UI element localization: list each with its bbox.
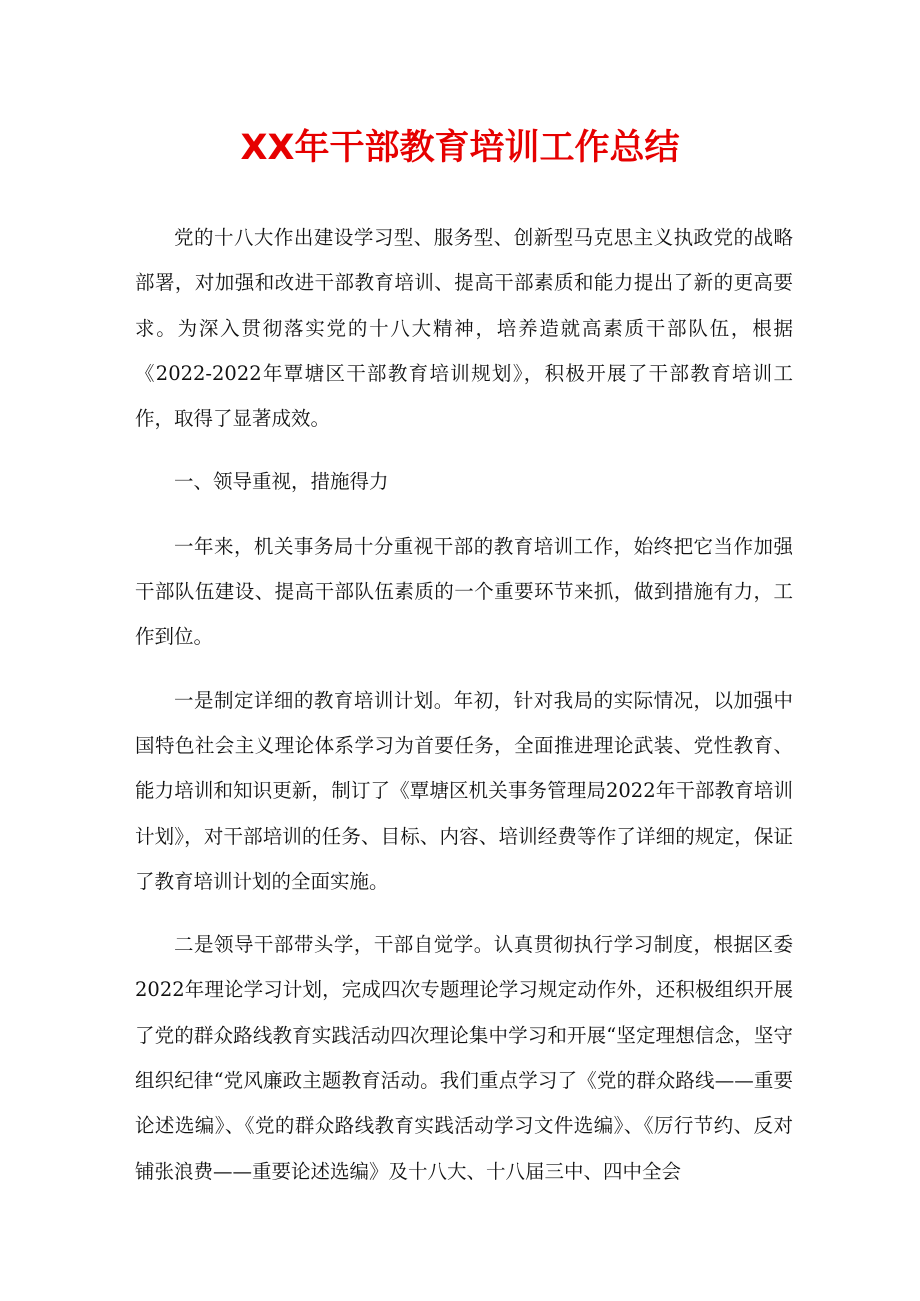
document-title: XX年干部教育培训工作总结 bbox=[240, 128, 680, 168]
intro-paragraph: 党的十八大作出建设学习型、服务型、创新型马克思主义执政党的战略部署，对加强和改进干部教育培训、提高干部素质和能力提出了新的更高要求。为深入贯彻落实党的十八大精神，培养造就高素质干部队伍，根据《2022-2022年覃塘区干部教育培训规划》，积极开展了干部教育培训工作，取得了显著成效。 bbox=[135, 226, 793, 431]
point-one-paragraph: 一是制定详细的教育培训计划。年初，针对我局的实际情况，以加强中国特色社会主义理论体系学习为首要任务，全面推进理论武装、党性教育、能力培训和知识更新，制订了《覃塘区机关事务管理局2022年干部教育培训计划》，对干部培训的任务、目标、内容、培训经费等作了详细的规定，保证了教育培训计划的全面实施。 bbox=[135, 688, 793, 893]
document-body bbox=[135, 215, 793, 1212]
section-heading-1: 一、领导重视，措施得力 bbox=[174, 470, 389, 494]
section-1-paragraph: 一年来，机关事务局十分重视干部的教育培训工作，始终把它当作加强干部队伍建设、提高干部队伍素质的一个重要环节来抓，做到措施有力，工作到位。 bbox=[135, 534, 793, 649]
point-two-paragraph: 二是领导干部带头学，干部自觉学。认真贯彻执行学习制度，根据区委2022年理论学习计划，完成四次专题理论学习规定动作外，还积极组织开展了党的群众路线教育实践活动四次理论集中学习和开展“坚定理想信念，坚守组织纪律“党风廉政主题教育活动。我们重点学习了《党的群众路线——重要论述选编》、《党的群众路线教育实践活动学习文件选编》、《厉行节约、反对铺张浪费——重要论述选编》及十八大、十八届三中、四中全会 bbox=[135, 933, 793, 1183]
